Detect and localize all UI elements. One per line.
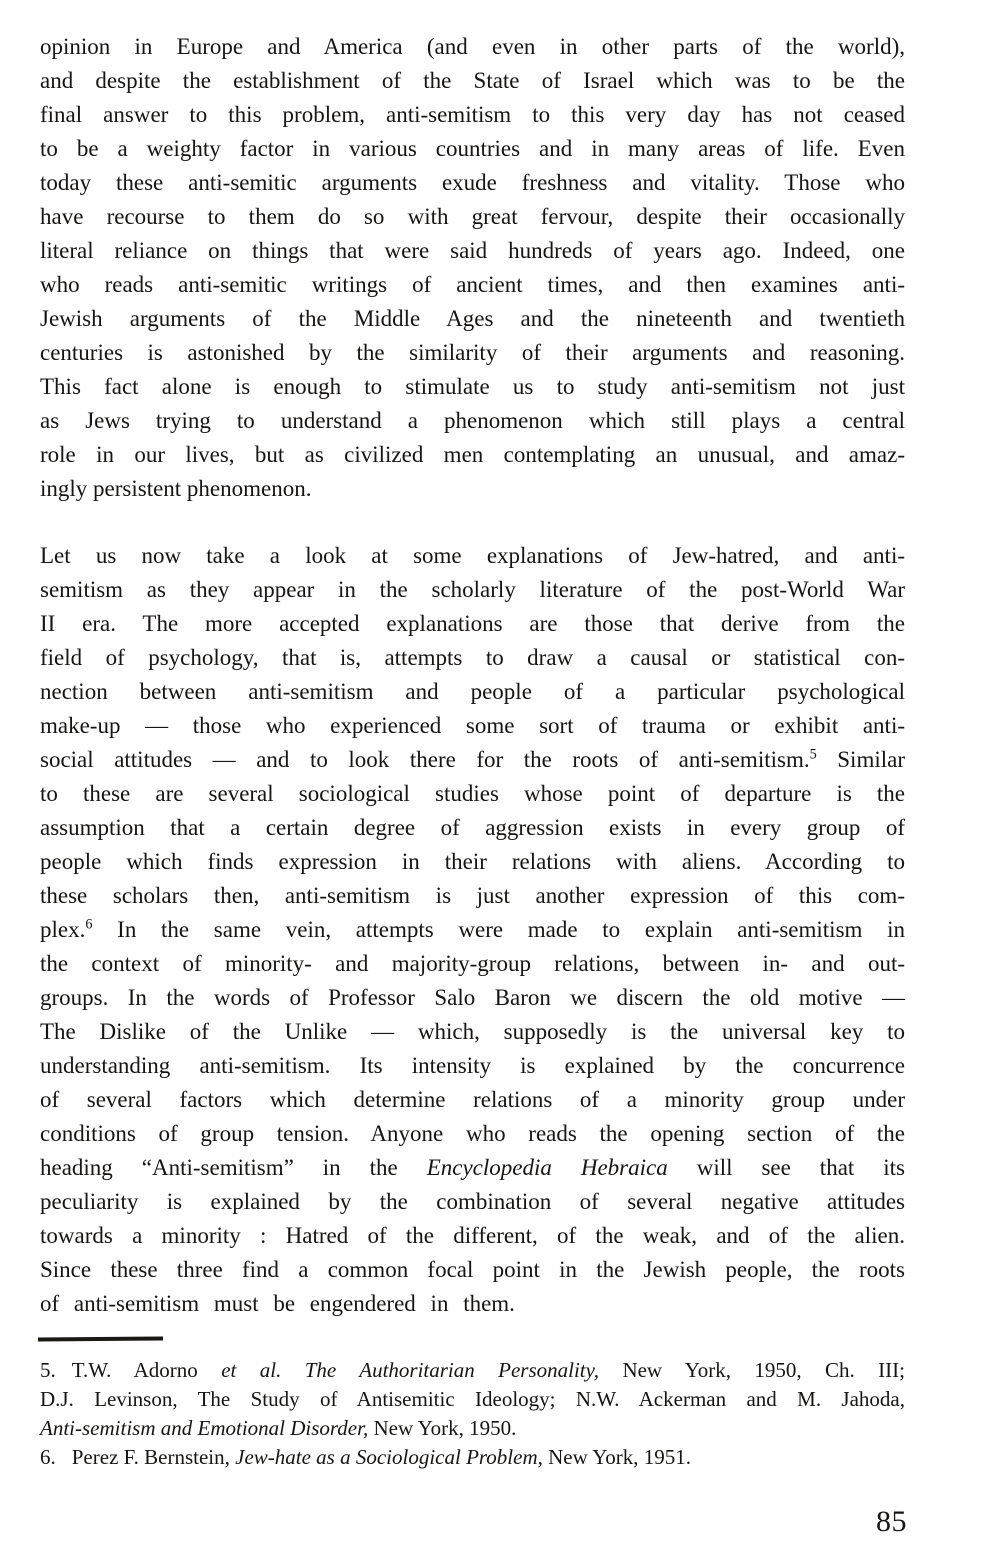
text-segment: Encyclopedia Hebraica	[426, 1155, 668, 1180]
text-line: Since these three find a common focal point in the Jewish people, the roots	[40, 1257, 905, 1282]
text-line: to be a weighty factor in various countries and in many areas of life. Even	[40, 136, 905, 161]
footnotes-section	[40, 1356, 905, 1472]
text-segment: Anti-semitism and Emotional Disorder,	[40, 1416, 369, 1440]
text-line: groups. In the words of Professor Salo Baron we discern the old motive —	[40, 985, 905, 1010]
text-line: opinion in Europe and America (and even in other parts of the world),	[40, 34, 905, 59]
text-line: of anti-semitism must be engendered in them.	[40, 1291, 515, 1316]
page-number: 85	[876, 1505, 907, 1538]
text-line: literal reliance on things that were said hundreds of years ago. Indeed, one	[40, 238, 905, 263]
body-paragraph-2	[40, 539, 905, 1321]
text-line: semitism as they appear in the scholarly literature of the post-World War	[40, 577, 905, 602]
text-line: conditions of group tension. Anyone who reads the opening section of the	[40, 1121, 905, 1146]
text-line: heading “Anti-semitism” in the Encyclopedia Hebraica will see that its	[40, 1155, 905, 1180]
text-line: peculiarity is explained by the combination of several negative attitudes	[40, 1189, 905, 1214]
footnote-5	[40, 1356, 905, 1443]
footnote-number: 6.	[40, 1445, 56, 1469]
text-line: centuries is astonished by the similarity of their arguments and reasoning.	[40, 340, 905, 365]
text-line: as Jews trying to understand a phenomenon which still plays a central	[40, 408, 905, 433]
text-line: final answer to this problem, anti-semitism to this very day has not ceased	[40, 102, 905, 127]
text-line: field of psychology, that is, attempts to draw a causal or statistical con-	[40, 645, 905, 670]
footnote-line: Anti-semitism and Emotional Disorder, New York, 1950.	[40, 1416, 517, 1440]
text-line: these scholars then, anti-semitism is just another expression of this com-	[40, 883, 905, 908]
text-line: Jewish arguments of the Middle Ages and the nineteenth and twentieth	[40, 306, 905, 331]
text-line: of several factors which determine relations of a minority group under	[40, 1087, 905, 1112]
footnote-line: 6. Perez F. Bernstein, Jew-hate as a Sociological Problem, New York, 1951.	[40, 1445, 692, 1469]
text-line: people which finds expression in their relations with aliens. According to	[40, 849, 905, 874]
footnote-ref: 5	[809, 746, 817, 763]
text-line: and despite the establishment of the State of Israel which was to be the	[40, 68, 905, 93]
text-line: make-up — those who experienced some sort of trauma or exhibit anti-	[40, 713, 905, 738]
footnote-6	[40, 1443, 905, 1472]
text-line: plex.$^6$ In the same vein, attempts were made to explain anti-semitism in	[40, 916, 905, 942]
text-line: assumption that a certain degree of aggression exists in every group of	[40, 815, 905, 840]
text-line: understanding anti-semitism. Its intensity is explained by the concurrence	[40, 1053, 905, 1078]
text-line: today these anti-semitic arguments exude freshness and vitality. Those who	[40, 170, 905, 195]
text-line: who reads anti-semitic writings of ancient times, and then examines anti-	[40, 272, 905, 297]
text-line: Let us now take a look at some explanations of Jew-hatred, and anti-	[40, 543, 905, 568]
text-line: role in our lives, but as civilized men contemplating an unusual, and amaz-	[40, 442, 905, 467]
text-line: towards a minority : Hatred of the different, of the weak, and of the alien.	[40, 1223, 905, 1248]
footnote-ref: 6	[85, 916, 93, 933]
footnote-line: 5. T.W. Adorno et al. The Authoritarian Personality, New York, 1950, Ch. III;	[40, 1358, 905, 1382]
text-line: This fact alone is enough to stimulate us to study anti-semitism not just	[40, 374, 905, 399]
footnote-separator-rule	[38, 1336, 163, 1341]
text-line: have recourse to them do so with great fervour, despite their occasionally	[40, 204, 905, 229]
text-line: nection between anti-semitism and people of a particular psychological	[40, 679, 905, 704]
text-segment: et al. The Authoritarian Personality,	[221, 1358, 600, 1382]
footnote-line: D.J. Levinson, The Study of Antisemitic Ideology; N.W. Ackerman and M. Jahoda,	[40, 1387, 905, 1411]
body-paragraph-1	[40, 30, 905, 506]
text-line: The Dislike of the Unlike — which, supposedly is the universal key to	[40, 1019, 905, 1044]
text-segment: Jew-hate as a Sociological Problem,	[235, 1445, 543, 1469]
text-line: ingly persistent phenomenon.	[40, 476, 312, 501]
text-line: II era. The more accepted explanations are those that derive from the	[40, 611, 905, 636]
text-line: the context of minority- and majority-group relations, between in- and out-	[40, 951, 905, 976]
text-line: to these are several sociological studies whose point of departure is the	[40, 781, 905, 806]
text-line: social attitudes — and to look there for the roots of anti-semitism.$^5$ Similar	[40, 746, 905, 772]
footnote-number: 5.	[40, 1358, 56, 1382]
